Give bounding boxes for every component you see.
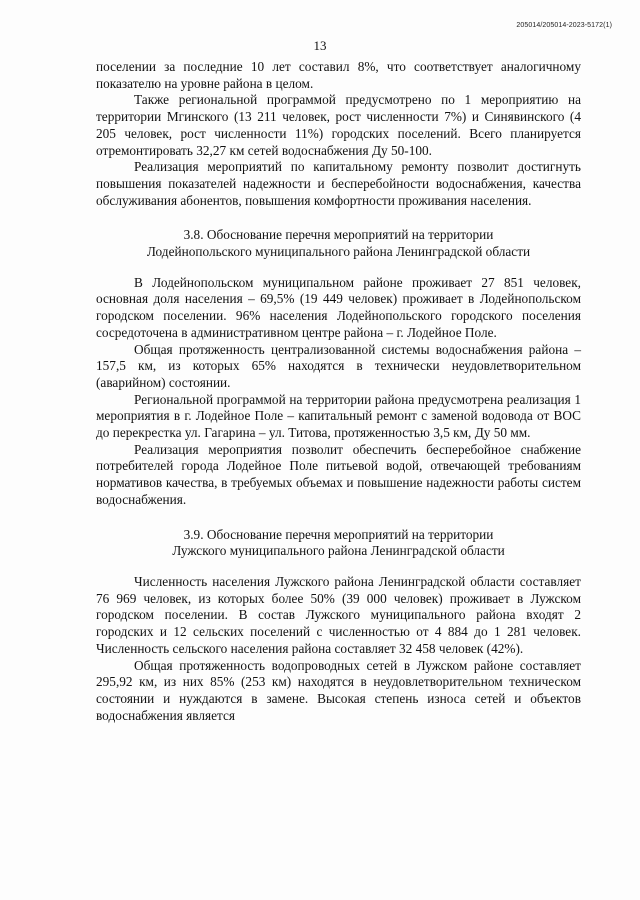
paragraph: Региональной программой на территории района предусмотрена реализация 1 мероприятия в г. Лодейное Поле – капитальный ремонт с заменой водовода от ВОС до перекрестка ул. Гагарина – ул. Титова, протяженностью 3,5 км, Ду 50 мм. <box>96 391 581 441</box>
paragraph: Общая протяженность централизованной системы водоснабжения района – 157,5 км, из которых 65% находятся в технически неудовлетворительном (аварийном) состоянии. <box>96 341 581 390</box>
section-title-3-8-line2: Лодейнопольского муниципального района Ленинградской области <box>146 244 531 260</box>
paragraph: Реализация мероприятия позволит обеспечить бесперебойное снабжение потребителей города Лодейное Поле питьевой водой, отвечающей требованиям нормативов качества, в требуемых объемах и повышение надежности работы систем водоснабжения. <box>96 441 581 507</box>
paragraph: Численность населения Лужского района Ленинградской области составляет 76 969 человек, из которых более 50% (39 000 человек) проживает в Лужском городском поселении. В состав Лужского муниципального района входят 2 городских и 12 сельских поселений с численностью от 4 884 до 1 281 человек. Численность сельского населения района составляет 32 458 человек (42%). <box>96 573 581 656</box>
section-title-3-9-line2: Лужского муниципального района Ленинградской области <box>172 543 505 559</box>
paragraph: Также региональной программой предусмотрено по 1 мероприятию на территории Мгинского (13 211 человек, рост численности 7%) и Синявинского (4 205 человек, рост численности 11%) городских поселений. Всего планируется отремонтировать 32,27 км сетей водоснабжения Ду 50-100. <box>96 92 581 158</box>
spacer <box>96 509 581 527</box>
section-title-3-9-line1: 3.9. Обоснование перечня мероприятий на территории <box>183 526 494 542</box>
paragraph: В Лодейнопольском муниципальном районе проживает 27 851 человек, основная доля населения – 69,5% (19 449 человек) проживает в Лодейнопольском городском поселении. 96% населения Лодейнопольского городского поселения сосредоточена в административном центре района – г. Лодейное Поле. <box>96 274 581 340</box>
paragraph: Реализация мероприятий по капитальному ремонту позволит достигнуть повышения показателей надежности и бесперебойности водоснабжения, качества обслуживания абонентов, повышения комфортности проживания населения. <box>96 159 581 208</box>
spacer <box>96 209 581 227</box>
spacer <box>96 261 581 275</box>
spacer <box>96 560 581 574</box>
document-id: 205014/205014-2023-5172(1) <box>516 22 612 29</box>
section-title-3-8-line1: 3.8. Обоснование перечня мероприятий на территории <box>183 227 494 243</box>
page-number: 13 <box>313 38 327 53</box>
paragraph: поселении за последние 10 лет составил 8%, что соответствует аналогичному показателю на уровне района в целом. <box>96 59 581 91</box>
paragraph: Общая протяженность водопроводных сетей в Лужском районе составляет 295,92 км, из них 85% (253 км) находятся в неудовлетворительном техническом состоянии и нуждаются в замене. Высокая степень износа сетей и объектов водоснабжения является <box>96 657 581 723</box>
document-body <box>96 59 581 724</box>
